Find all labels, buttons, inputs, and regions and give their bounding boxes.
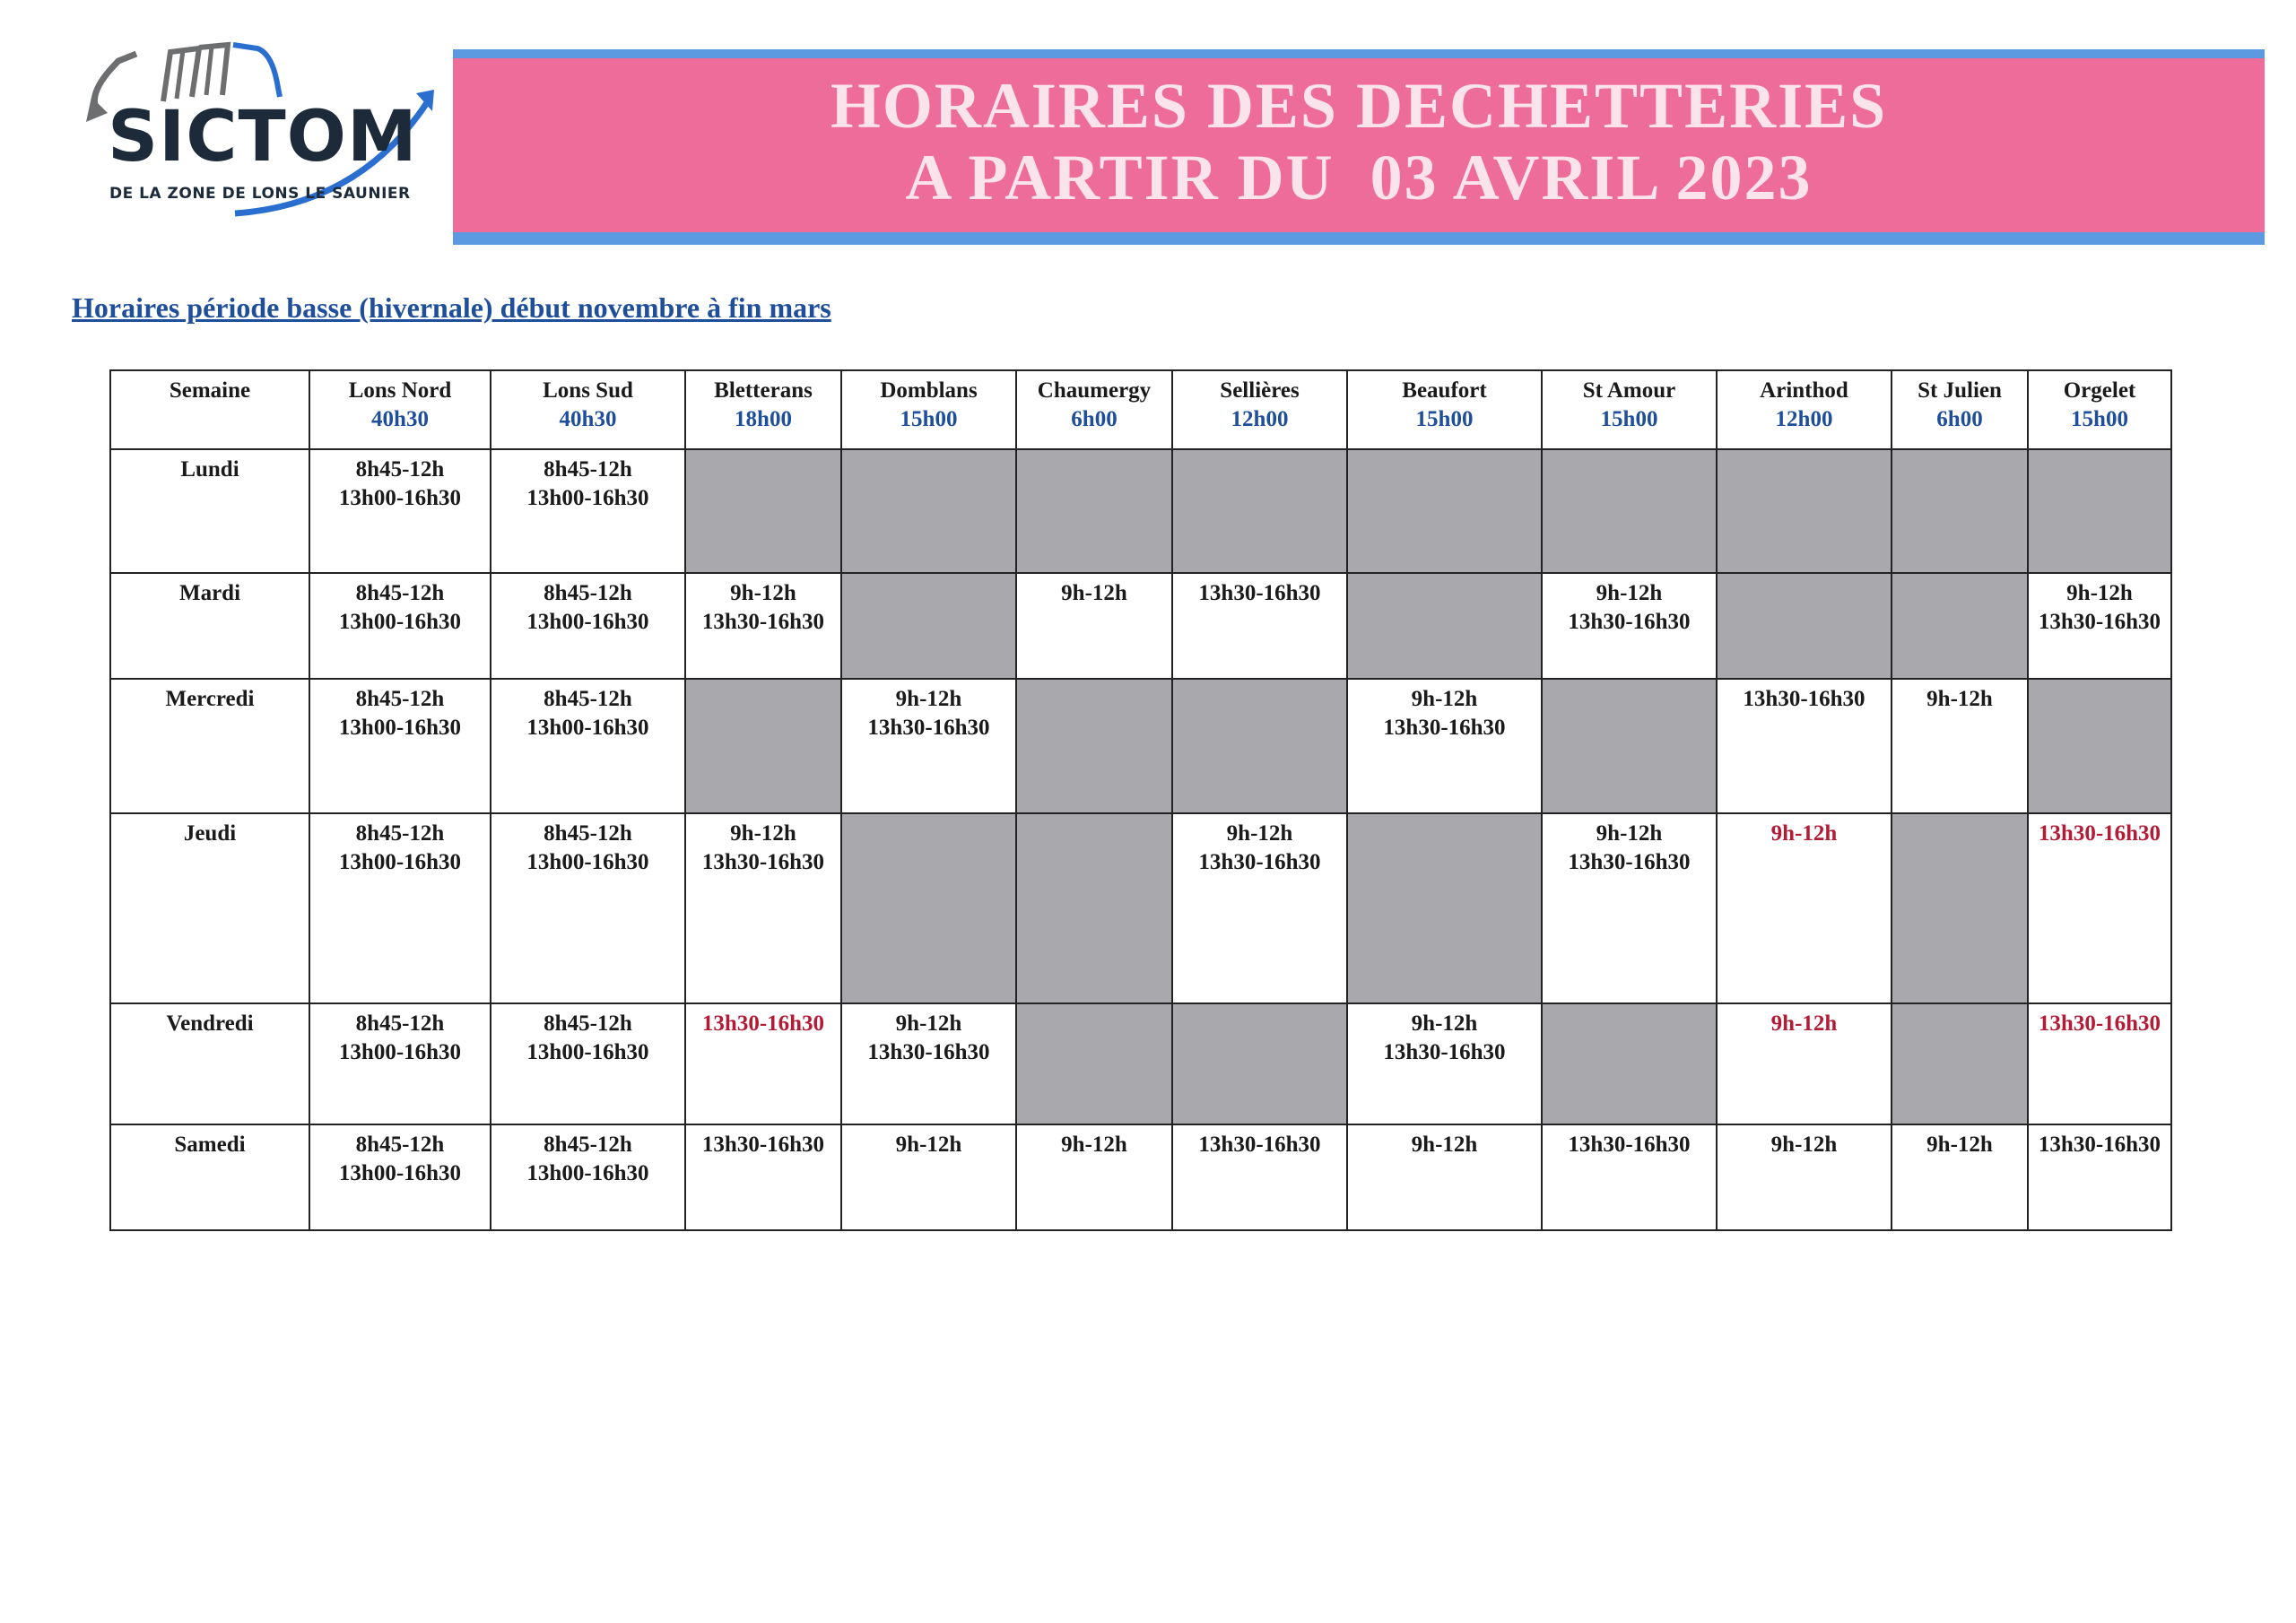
site-header (685, 370, 841, 449)
time-slot: 13h30-16h30 (2038, 1011, 2161, 1036)
closed-cell (1016, 1003, 1172, 1124)
time-slot: 13h00-16h30 (338, 486, 462, 510)
opening-hours-cell (1347, 679, 1542, 813)
time-slot: 9h-12h (1926, 1133, 1993, 1157)
time-slot: 8h45-12h (544, 457, 632, 482)
closed-cell (1717, 449, 1892, 573)
closed-cell (1172, 1003, 1347, 1124)
site-weekly-hours: 12h00 (1775, 407, 1833, 431)
opening-hours-cell (1717, 1124, 1892, 1230)
opening-hours-cell (685, 1003, 841, 1124)
time-slot: 9h-12h (895, 687, 962, 711)
site-weekly-hours: 15h00 (1600, 407, 1658, 431)
site-weekly-hours: 15h00 (1415, 407, 1474, 431)
site-header (1016, 370, 1172, 449)
table-row (110, 1124, 2171, 1230)
day-label: Mardi (110, 573, 309, 679)
time-slot: 13h30-16h30 (1198, 1133, 1321, 1157)
closed-cell (1542, 679, 1717, 813)
banner-title-line-1: HORAIRES DES DECHETTERIES (830, 70, 1888, 142)
site-header (491, 370, 685, 449)
time-slot: 9h-12h (2066, 581, 2133, 605)
time-slot: 8h45-12h (544, 1011, 632, 1036)
time-slot: 9h-12h (895, 1133, 962, 1157)
time-slot: 8h45-12h (355, 1133, 445, 1157)
opening-hours-cell (841, 679, 1016, 813)
schedule-table (109, 369, 2172, 1231)
closed-cell (1347, 449, 1542, 573)
table-header-row (110, 370, 2171, 449)
site-weekly-hours: 15h00 (900, 407, 958, 431)
time-slot: 9h-12h (1411, 687, 1478, 711)
table-row (110, 1003, 2171, 1124)
site-name: Lons Nord (348, 378, 452, 403)
opening-hours-cell (1717, 679, 1892, 813)
site-header (1172, 370, 1347, 449)
table-row (110, 449, 2171, 573)
closed-cell (1717, 573, 1892, 679)
time-slot: 9h-12h (895, 1011, 962, 1036)
opening-hours-cell (309, 573, 491, 679)
opening-hours-cell (491, 449, 685, 573)
site-name: Beaufort (1402, 378, 1487, 403)
opening-hours-cell (1172, 813, 1347, 1003)
logo-wordmark-text: SICTOM (108, 97, 418, 178)
opening-hours-cell (1172, 1124, 1347, 1230)
time-slot: 9h-12h (1770, 821, 1838, 846)
site-name: Orgelet (2063, 378, 2136, 403)
time-slot: 8h45-12h (544, 581, 632, 605)
closed-cell (1016, 813, 1172, 1003)
time-slot: 13h00-16h30 (526, 716, 649, 740)
site-header (841, 370, 1016, 449)
logo-subtitle: DE LA ZONE DE LONS LE SAUNIER (109, 185, 411, 203)
site-header (1347, 370, 1542, 449)
time-slot: 13h30-16h30 (2038, 610, 2161, 634)
closed-cell (841, 813, 1016, 1003)
site-name: St Julien (1918, 378, 2002, 403)
opening-hours-cell (1347, 1124, 1542, 1230)
site-name: Sellières (1220, 378, 1300, 403)
site-name: Arinthod (1760, 378, 1848, 403)
closed-cell (2028, 449, 2171, 573)
time-slot: 9h-12h (1226, 821, 1293, 846)
opening-hours-cell (491, 573, 685, 679)
time-slot: 8h45-12h (355, 581, 445, 605)
time-slot: 13h30-16h30 (1383, 716, 1506, 740)
site-header (309, 370, 491, 449)
time-slot: 13h30-16h30 (2038, 821, 2161, 846)
opening-hours-cell (2028, 1003, 2171, 1124)
time-slot: 13h30-16h30 (1198, 581, 1321, 605)
opening-hours-cell (1892, 1124, 2028, 1230)
time-slot: 13h30-16h30 (867, 716, 990, 740)
time-slot: 13h30-16h30 (1383, 1040, 1506, 1064)
closed-cell (841, 449, 1016, 573)
time-slot: 9h-12h (1411, 1011, 1478, 1036)
time-slot: 13h30-16h30 (1568, 850, 1691, 874)
time-slot: 13h00-16h30 (338, 610, 462, 634)
closed-cell (1016, 449, 1172, 573)
site-name: Domblans (880, 378, 978, 403)
closed-cell (1892, 1003, 2028, 1124)
time-slot: 13h30-16h30 (701, 850, 825, 874)
section-title: Horaires période basse (hivernale) début novembre à fin mars (72, 291, 831, 324)
closed-cell (1016, 679, 1172, 813)
opening-hours-cell (491, 1124, 685, 1230)
closed-cell (1347, 573, 1542, 679)
opening-hours-cell (1542, 813, 1717, 1003)
opening-hours-cell (2028, 573, 2171, 679)
site-header (1717, 370, 1892, 449)
time-slot: 13h30-16h30 (701, 1133, 825, 1157)
time-slot: 9h-12h (1596, 821, 1663, 846)
time-slot: 13h00-16h30 (338, 1040, 462, 1064)
time-slot: 13h00-16h30 (338, 716, 462, 740)
day-label: Jeudi (110, 813, 309, 1003)
opening-hours-cell (1016, 573, 1172, 679)
opening-hours-cell (1892, 679, 2028, 813)
opening-hours-cell (309, 449, 491, 573)
time-slot: 8h45-12h (355, 457, 445, 482)
site-weekly-hours: 40h30 (559, 407, 617, 431)
opening-hours-cell (1542, 1124, 1717, 1230)
time-slot: 13h00-16h30 (526, 850, 649, 874)
closed-cell (685, 449, 841, 573)
table-row (110, 813, 2171, 1003)
opening-hours-cell (1542, 573, 1717, 679)
closed-cell (1892, 813, 2028, 1003)
logo-wordmark (108, 97, 418, 178)
sictom-logo (65, 34, 441, 227)
time-slot: 8h45-12h (544, 687, 632, 711)
time-slot: 13h30-16h30 (1568, 610, 1691, 634)
opening-hours-cell (491, 679, 685, 813)
time-slot: 9h-12h (1770, 1133, 1838, 1157)
opening-hours-cell (491, 813, 685, 1003)
time-slot: 9h-12h (1770, 1011, 1838, 1036)
closed-cell (1542, 1003, 1717, 1124)
time-slot: 8h45-12h (355, 821, 445, 846)
site-name: St Amour (1582, 378, 1676, 403)
opening-hours-cell (685, 813, 841, 1003)
closed-cell (1892, 573, 2028, 679)
time-slot: 9h-12h (1061, 1133, 1127, 1157)
time-slot: 13h00-16h30 (526, 1161, 649, 1185)
corner-header: Semaine (110, 370, 309, 449)
time-slot: 8h45-12h (355, 687, 445, 711)
opening-hours-cell (2028, 813, 2171, 1003)
time-slot: 8h45-12h (544, 821, 632, 846)
opening-hours-cell (841, 1124, 1016, 1230)
closed-cell (1542, 449, 1717, 573)
site-weekly-hours: 18h00 (735, 407, 792, 431)
site-header (2028, 370, 2171, 449)
banner-title-line-2: A PARTIR DU 03 AVRIL 2023 (905, 142, 1813, 213)
closed-cell (841, 573, 1016, 679)
opening-hours-cell (841, 1003, 1016, 1124)
day-label: Mercredi (110, 679, 309, 813)
opening-hours-cell (1347, 1003, 1542, 1124)
time-slot: 8h45-12h (544, 1133, 632, 1157)
site-weekly-hours: 6h00 (1936, 407, 1983, 431)
time-slot: 13h30-16h30 (2038, 1133, 2161, 1157)
opening-hours-cell (685, 573, 841, 679)
opening-hours-cell (2028, 1124, 2171, 1230)
opening-hours-cell (1717, 1003, 1892, 1124)
time-slot: 13h30-16h30 (1198, 850, 1321, 874)
site-name: Chaumergy (1037, 378, 1152, 403)
site-header (1542, 370, 1717, 449)
day-label: Lundi (110, 449, 309, 573)
closed-cell (685, 679, 841, 813)
opening-hours-cell (1172, 573, 1347, 679)
time-slot: 9h-12h (1596, 581, 1663, 605)
closed-cell (2028, 679, 2171, 813)
time-slot: 8h45-12h (355, 1011, 445, 1036)
time-slot: 9h-12h (1061, 581, 1127, 605)
day-label: Samedi (110, 1124, 309, 1230)
site-weekly-hours: 12h00 (1231, 407, 1289, 431)
site-weekly-hours: 40h30 (371, 407, 429, 431)
time-slot: 13h00-16h30 (526, 486, 649, 510)
title-banner (453, 49, 2265, 245)
closed-cell (1347, 813, 1542, 1003)
site-header (1892, 370, 2028, 449)
opening-hours-cell (491, 1003, 685, 1124)
site-name: Lons Sud (543, 378, 633, 403)
time-slot: 13h30-16h30 (701, 1011, 825, 1036)
time-slot: 13h00-16h30 (338, 850, 462, 874)
time-slot: 13h30-16h30 (1568, 1133, 1691, 1157)
time-slot: 9h-12h (730, 581, 796, 605)
site-weekly-hours: 6h00 (1071, 407, 1118, 431)
time-slot: 13h30-16h30 (1743, 687, 1866, 711)
opening-hours-cell (309, 679, 491, 813)
site-name: Bletterans (714, 378, 813, 403)
closed-cell (1172, 679, 1347, 813)
site-weekly-hours: 15h00 (2071, 407, 2128, 431)
closed-cell (1892, 449, 2028, 573)
opening-hours-cell (1016, 1124, 1172, 1230)
time-slot: 9h-12h (1411, 1133, 1478, 1157)
time-slot: 13h30-16h30 (867, 1040, 990, 1064)
time-slot: 9h-12h (1926, 687, 1993, 711)
opening-hours-cell (309, 813, 491, 1003)
day-label: Vendredi (110, 1003, 309, 1124)
time-slot: 13h00-16h30 (526, 610, 649, 634)
opening-hours-cell (1717, 813, 1892, 1003)
time-slot: 13h00-16h30 (338, 1161, 462, 1185)
time-slot: 13h00-16h30 (526, 1040, 649, 1064)
opening-hours-cell (685, 1124, 841, 1230)
time-slot: 13h30-16h30 (701, 610, 825, 634)
opening-hours-cell (309, 1124, 491, 1230)
table-row (110, 679, 2171, 813)
table-row (110, 573, 2171, 679)
closed-cell (1172, 449, 1347, 573)
time-slot: 9h-12h (730, 821, 796, 846)
opening-hours-cell (309, 1003, 491, 1124)
